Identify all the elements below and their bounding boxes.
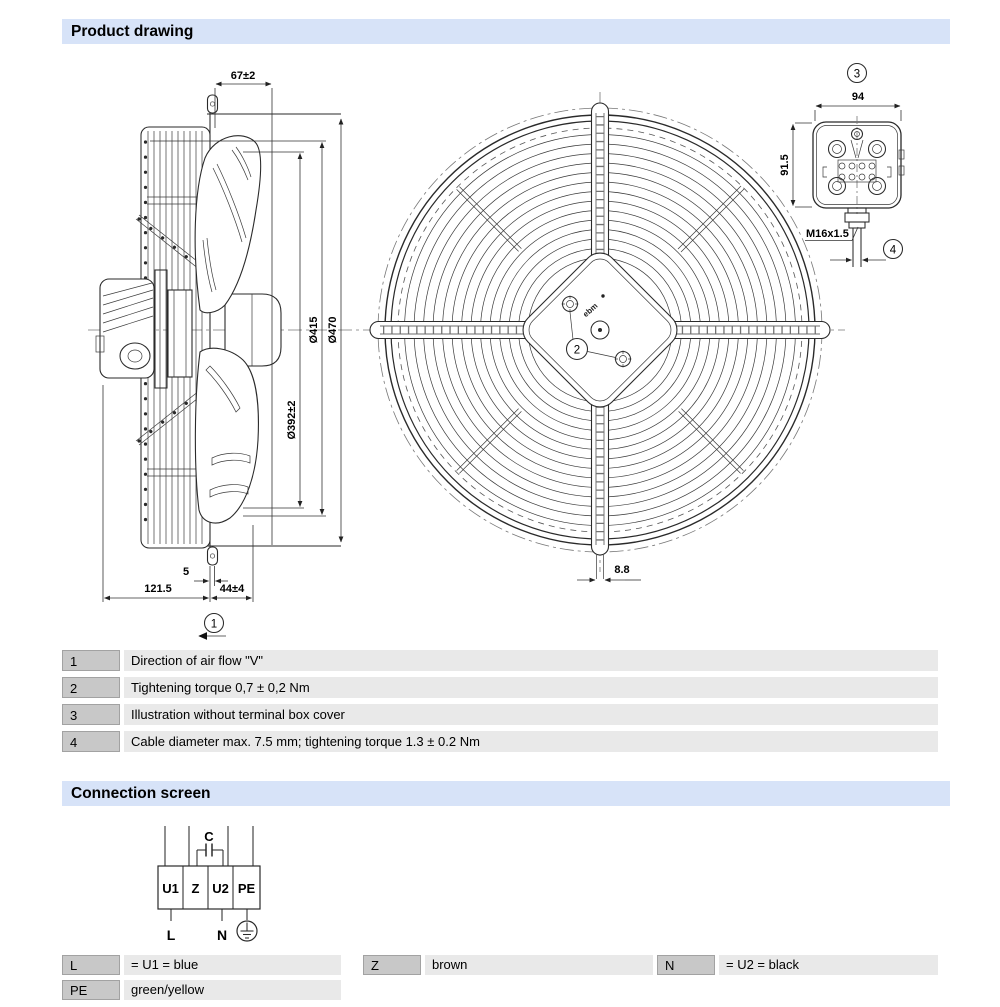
flange-hook-bottom [208, 547, 218, 565]
wire-color-table [62, 955, 938, 1000]
table-row [62, 677, 938, 698]
product-legend-table [62, 650, 938, 758]
table-row [62, 650, 938, 671]
brand-logo-dot [601, 294, 604, 297]
wire-value: green/yellow [124, 980, 341, 1000]
wire-key: PE [62, 980, 120, 1000]
side-view [88, 70, 845, 636]
wire-key: N [657, 955, 715, 975]
terminal-box-body [813, 116, 904, 214]
legend-num: 1 [62, 650, 120, 671]
dim-d392-label: Ø392±2 [286, 400, 298, 440]
flange-hook-top [208, 95, 218, 113]
dim-d470-label: Ø470 [327, 316, 339, 344]
detail-callout-number: 3 [853, 68, 861, 81]
table-row [62, 704, 938, 725]
terminal-block [158, 866, 260, 909]
legend-text: Cable diameter max. 7.5 mm; tightening torque 1.3 ± 0.2 Nm [124, 731, 938, 752]
wire-value: brown [425, 955, 653, 975]
dim-box-height-label: 91.5 [779, 154, 791, 176]
legend-num: 3 [62, 704, 120, 725]
wire-key: L [62, 955, 120, 975]
dim-foot-offset-label: 5 [182, 566, 190, 578]
capacitor-label: C [204, 829, 214, 844]
wire-key: Z [363, 955, 421, 975]
brand-logo: ebm [581, 301, 600, 319]
side-motor [96, 270, 167, 388]
hub-plate [516, 246, 684, 414]
torque-callout-number: 2 [573, 344, 581, 357]
terminal-box-detail [779, 64, 904, 268]
legend-num: 2 [62, 677, 120, 698]
product-drawing-header [62, 19, 950, 44]
dim-box-width [815, 91, 901, 121]
terminal-u1: U1 [162, 881, 179, 896]
legend-text: Direction of air flow "V" [124, 650, 938, 671]
dim-box-width-label: 94 [851, 91, 865, 103]
dim-d470 [327, 119, 341, 542]
dim-d415-label: Ø415 [308, 316, 320, 344]
connection-screen-header-label: Connection screen [71, 785, 211, 802]
connection-diagram [158, 826, 260, 943]
wire-value: = U1 = blue [124, 955, 341, 975]
table-gap [341, 955, 363, 975]
dim-strut-width [577, 564, 641, 580]
table-row [62, 980, 938, 1000]
airflow-callout [199, 614, 226, 637]
dim-box-height [779, 123, 812, 207]
dim-strut-width-label: 8.8 [614, 564, 630, 576]
legend-num: 4 [62, 731, 120, 752]
neutral-label: N [216, 927, 228, 943]
motor-mount-plate [155, 270, 167, 388]
terminal-u2: U2 [212, 881, 229, 896]
front-view [370, 92, 830, 580]
table-row [62, 731, 938, 752]
legend-text: Tightening torque 0,7 ± 0,2 Nm [124, 677, 938, 698]
thread-label: M16x1.5 [806, 228, 849, 240]
table-row [62, 955, 938, 975]
legend-text: Illustration without terminal box cover [124, 704, 938, 725]
earth-symbol [237, 921, 257, 941]
detail-callout [848, 64, 867, 83]
dim-motor-depth-label: 121.5 [144, 583, 172, 595]
wire-value: = U2 = black [719, 955, 938, 975]
airflow-callout-number: 1 [210, 618, 218, 631]
capacitor-branch [197, 829, 223, 866]
dim-protrusion-label: 44±4 [219, 583, 245, 595]
gland-thread-label [805, 227, 858, 241]
terminal-z: Z [191, 881, 200, 896]
connection-screen-header [62, 781, 950, 806]
cable-callout-number: 4 [889, 244, 897, 257]
dim-cable [830, 240, 903, 261]
dim-depth-label: 67±2 [230, 70, 256, 82]
product-drawing-header-label: Product drawing [71, 23, 194, 40]
terminal-pe: PE [237, 881, 256, 896]
line-label: L [166, 927, 176, 943]
